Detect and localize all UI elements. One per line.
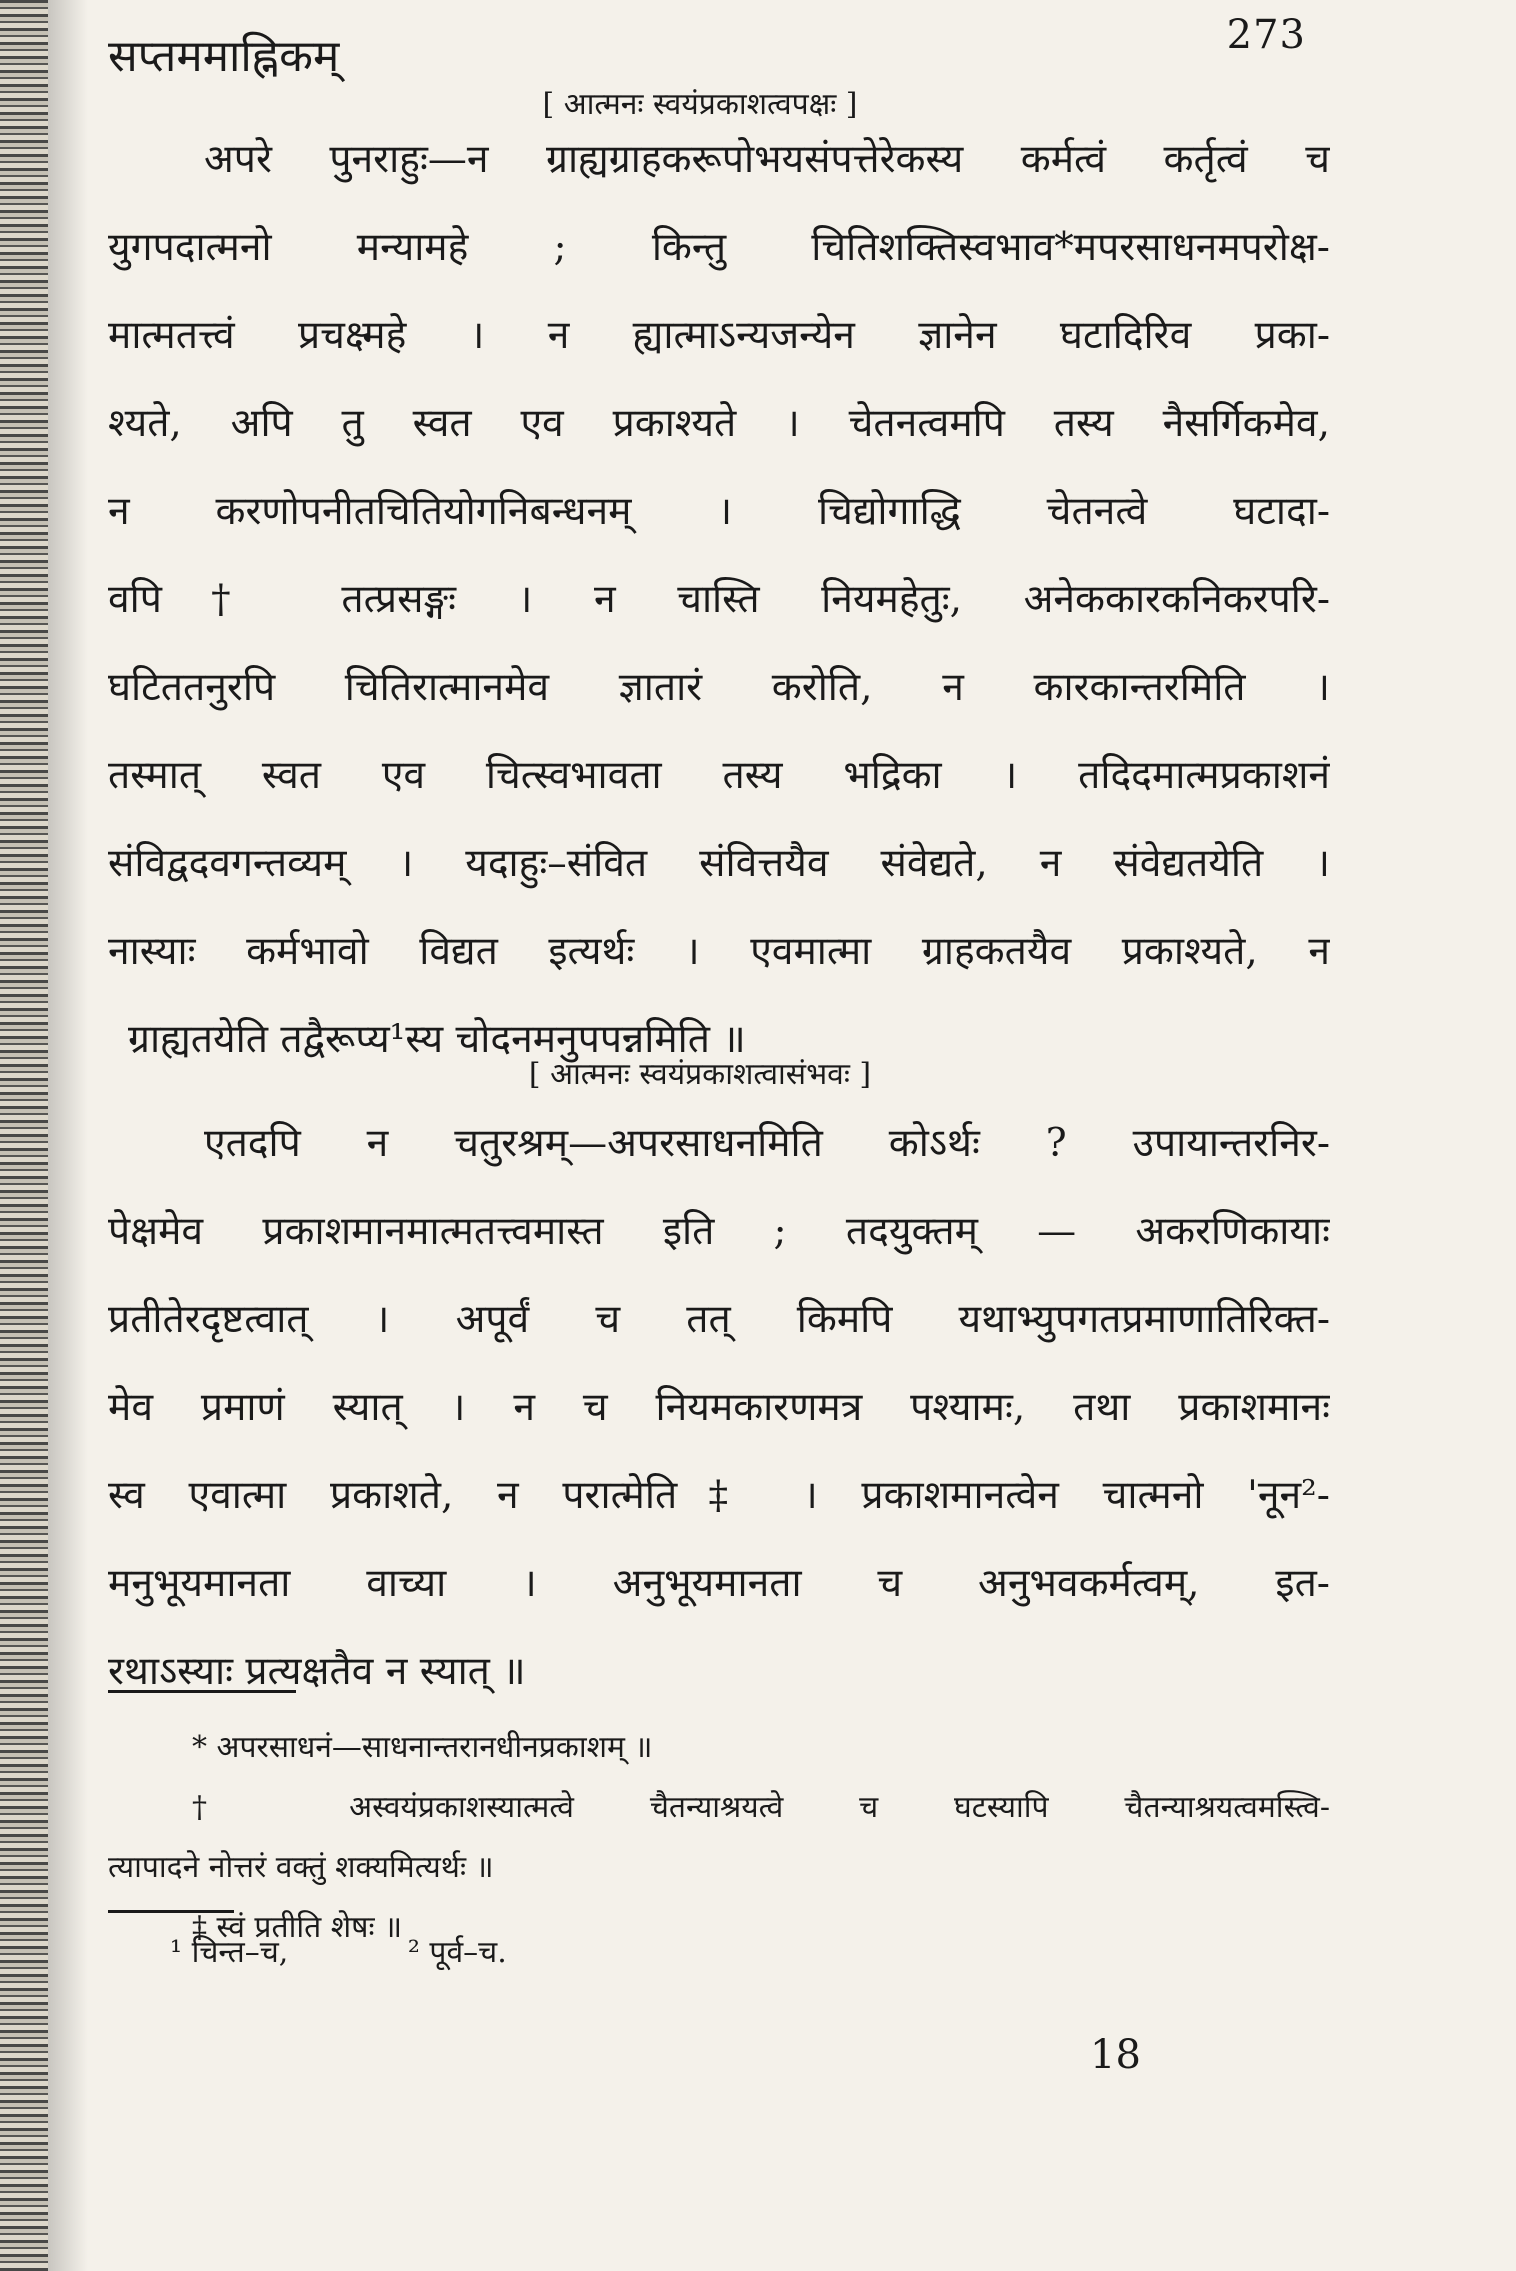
text-line: रथाऽस्याः प्रत्यक्षतैव न स्यात् ॥	[108, 1649, 526, 1694]
variant-readings	[170, 1930, 617, 1971]
variant-reading: ² पूर्व–च.	[407, 1935, 507, 1970]
running-head: सप्तममाह्निकम्	[108, 31, 340, 82]
variant-reading: ¹ चिन्त–च,	[170, 1935, 289, 1970]
text-line: अपरे पुनराहुः—न ग्राह्यग्राहकरूपोभयसंपत्तेरेकस्य कर्मत्वं कर्तृत्वं च	[204, 137, 1330, 182]
footnote: † अस्वयंप्रकाशस्यात्मत्वे चैतन्याश्रयत्वे च घटस्यापि चैतन्याश्रयत्वमस्त्वि-	[192, 1790, 1330, 1825]
footnote: ‡ स्वं प्रतीति शेषः ॥	[192, 1910, 403, 1945]
paragraph-1	[108, 116, 1330, 1084]
footnote-rule	[108, 1690, 296, 1693]
text-line: मेव प्रमाणं स्यात् । न च नियमकारणमत्र पश्यामः, तथा प्रकाशमानः	[108, 1385, 1330, 1430]
text-line: पेक्षमेव प्रकाशमानमात्मतत्त्वमास्त इति ; तदयुक्तम् — अकरणिकायाः	[108, 1209, 1330, 1254]
text-line: प्रतीतेरदृष्टत्वात् । अपूर्वं च तत् किमपि यथाभ्युपगतप्रमाणातिरिक्त-	[108, 1297, 1330, 1342]
text-line: मनुभूयमानता वाच्या । अनुभूयमानता च अनुभवकर्मत्वम्, इत-	[108, 1561, 1330, 1606]
text-line: न करणोपनीतचितियोगनिबन्धनम् । चिद्योगाद्धि चेतनत्वे घटादा-	[108, 489, 1330, 534]
variant-rule	[108, 1910, 234, 1913]
text-line: तस्मात् स्वत एव चित्स्वभावता तस्य भद्रिका । तदिदमात्मप्रकाशनं	[108, 753, 1330, 798]
signature-mark: 18	[1090, 2032, 1141, 2078]
page-number: 273	[1226, 12, 1306, 58]
section-heading-2: [ आत्मनः स्वयंप्रकाशत्वासंभवः ]	[528, 1057, 872, 1092]
text-line: एतदपि न चतुरश्रम्—अपरसाधनमिति कोऽर्थः ? उपायान्तरनिर-	[204, 1121, 1330, 1166]
footnote: * अपरसाधनं—साधनान्तरानधीनप्रकाशम् ॥	[192, 1730, 653, 1765]
text-line: घटिततनुरपि चितिरात्मानमेव ज्ञातारं करोति, न कारकान्तरमिति ।	[108, 665, 1330, 710]
text-line: नास्याः कर्मभावो विद्यत इत्यर्थः । एवमात्मा ग्राहकतयैव प्रकाश्यते, न	[108, 929, 1330, 974]
text-line: मात्मतत्त्वं प्रचक्ष्महे । न ह्यात्माऽन्यजन्येन ज्ञानेन घटादिरिव प्रका-	[108, 313, 1330, 358]
footnote: त्यापादने नोत्तरं वक्तुं शक्यमित्यर्थः ॥	[108, 1850, 494, 1885]
text-line: ग्राह्यतयेति तद्वैरूप्य¹स्य चोदनमनुपपन्नमिति ॥	[128, 1017, 746, 1062]
footnotes	[108, 1718, 1330, 1958]
text-line: संविद्वदवगन्तव्यम् । यदाहुः–संवित संवित्तयैव संवेद्यते, न संवेद्यतयेति ।	[108, 841, 1330, 886]
section-heading-1: [ आत्मनः स्वयंप्रकाशत्वपक्षः ]	[542, 87, 858, 122]
text-line: वपि† तत्प्रसङ्गः । न चास्ति नियमहेतुः, अनेककारकनिकरपरि-	[108, 577, 1330, 622]
paragraph-2	[108, 1100, 1330, 1716]
text-line: श्यते, अपि तु स्वत एव प्रकाश्यते । चेतनत्वमपि तस्य नैसर्गिकमेव,	[108, 401, 1330, 446]
text-line: युगपदात्मनो मन्यामहे ; किन्तु चितिशक्तिस्वभाव*मपरसाधनमपरोक्ष-	[108, 225, 1330, 270]
text-line: स्व एवात्मा प्रकाशते, न परात्मेति‡ । प्रकाशमानत्वेन चात्मनो 'नून²-	[108, 1473, 1330, 1518]
